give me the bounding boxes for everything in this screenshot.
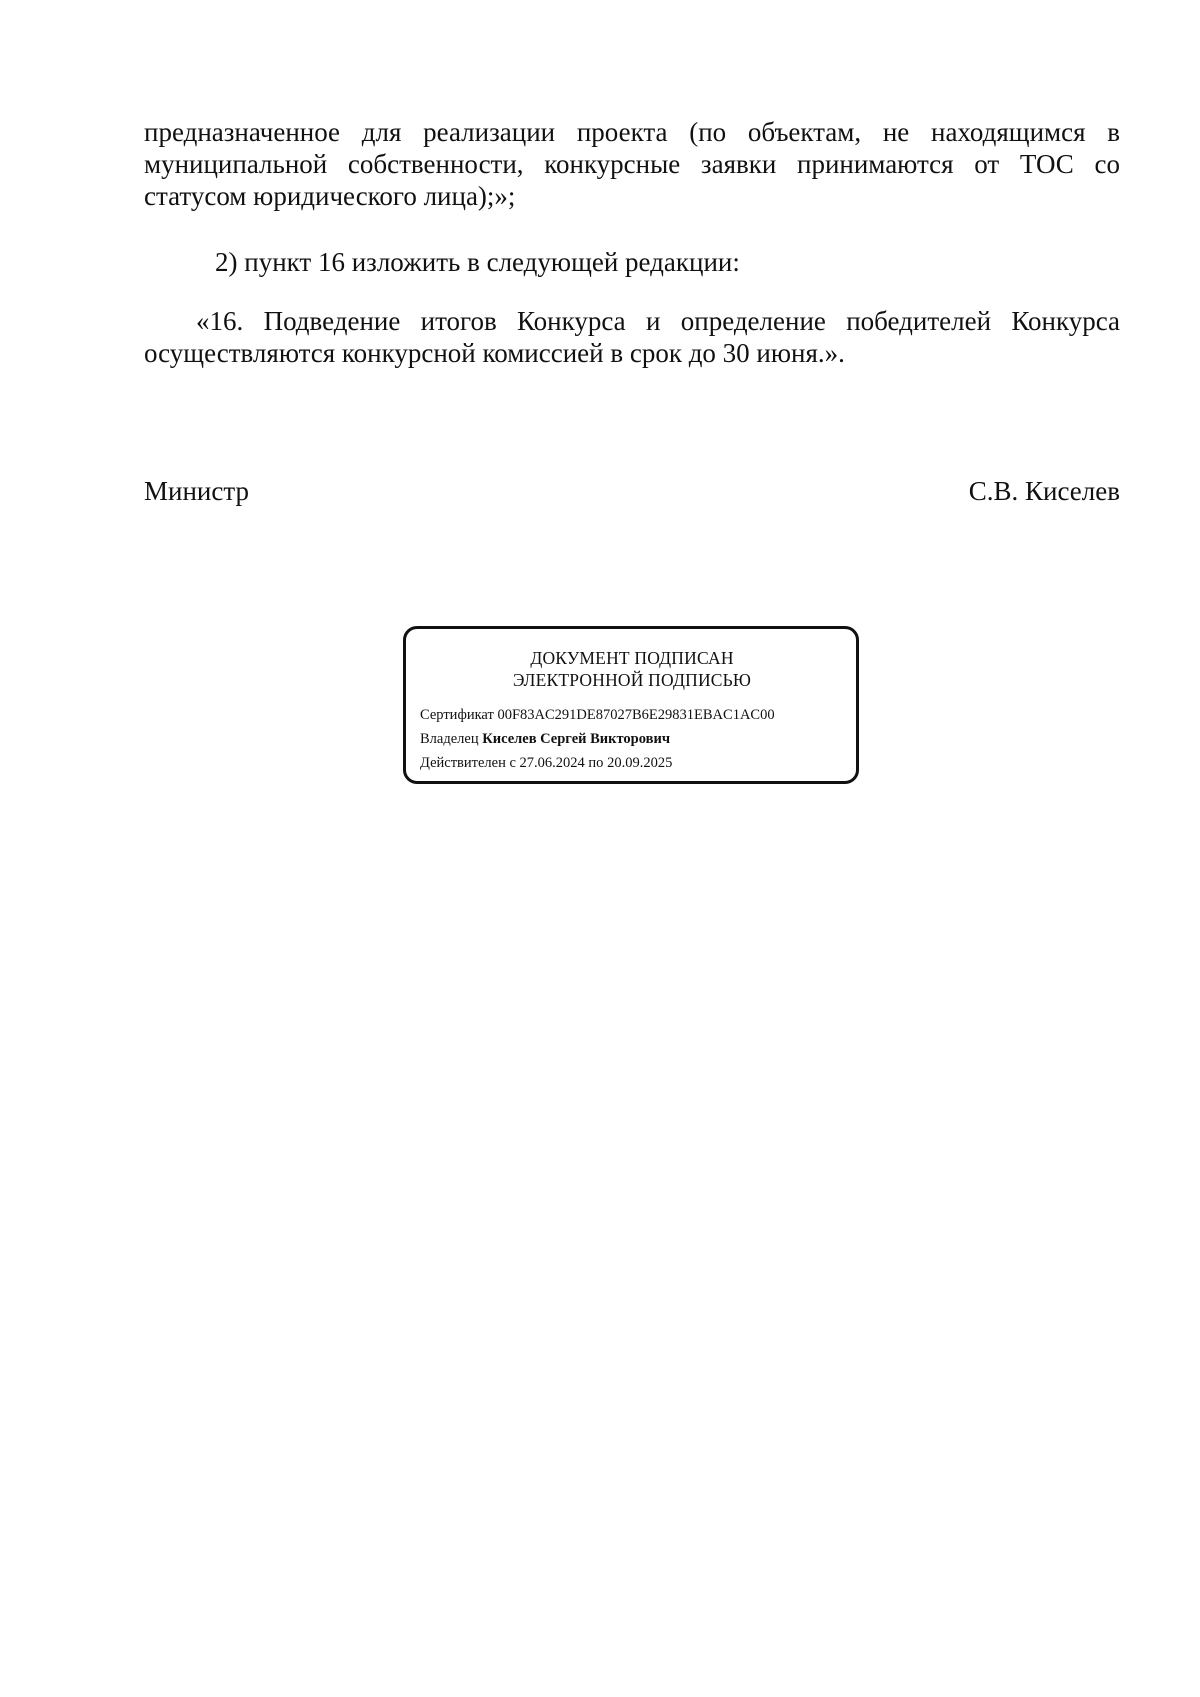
- stamp-title-line-2: ЭЛЕКТРОННОЙ ПОДПИСЬЮ: [512, 670, 752, 690]
- owner-value: Киселев Сергей Викторович: [482, 731, 670, 747]
- stamp-details: [420, 703, 844, 775]
- electronic-signature-stamp: [403, 626, 859, 784]
- certificate-value: 00F83AC291DE87027B6E29831EBAC1AC00: [497, 707, 775, 723]
- stamp-owner-line: [420, 727, 844, 751]
- paragraph-item-16: «16. Подведение итогов Конкурса и определение победителей Конкурса осуществляются конкурсной комиссией в срок до 30 июня.».: [144, 306, 1120, 368]
- signature-row: [144, 475, 1120, 507]
- stamp-validity-line: [420, 751, 844, 775]
- signer-position: Министр: [144, 476, 249, 506]
- valid-from-prefix: с: [509, 755, 516, 771]
- owner-label: Владелец: [420, 731, 479, 747]
- signer-name: С.В. Киселев: [968, 476, 1120, 506]
- stamp-title-line-1: ДОКУМЕНТ ПОДПИСАН: [530, 648, 734, 668]
- paragraph-continuation: предназначенное для реализации проекта (по объектам, не находящимся в муниципальной собственности, конкурсные заявки принимаются от ТОС со статусом юридического лица);»;: [144, 117, 1120, 211]
- stamp-certificate-line: [420, 703, 844, 727]
- valid-to-prefix: по: [588, 755, 604, 771]
- stamp-title: [420, 647, 844, 691]
- valid-to-date: 20.09.2025: [607, 755, 673, 771]
- valid-label: Действителен: [420, 755, 506, 771]
- paragraph-item-2: 2) пункт 16 изложить в следующей редакции:: [215, 247, 740, 277]
- certificate-label: Сертификат: [420, 707, 494, 723]
- valid-from-date: 27.06.2024: [519, 755, 585, 771]
